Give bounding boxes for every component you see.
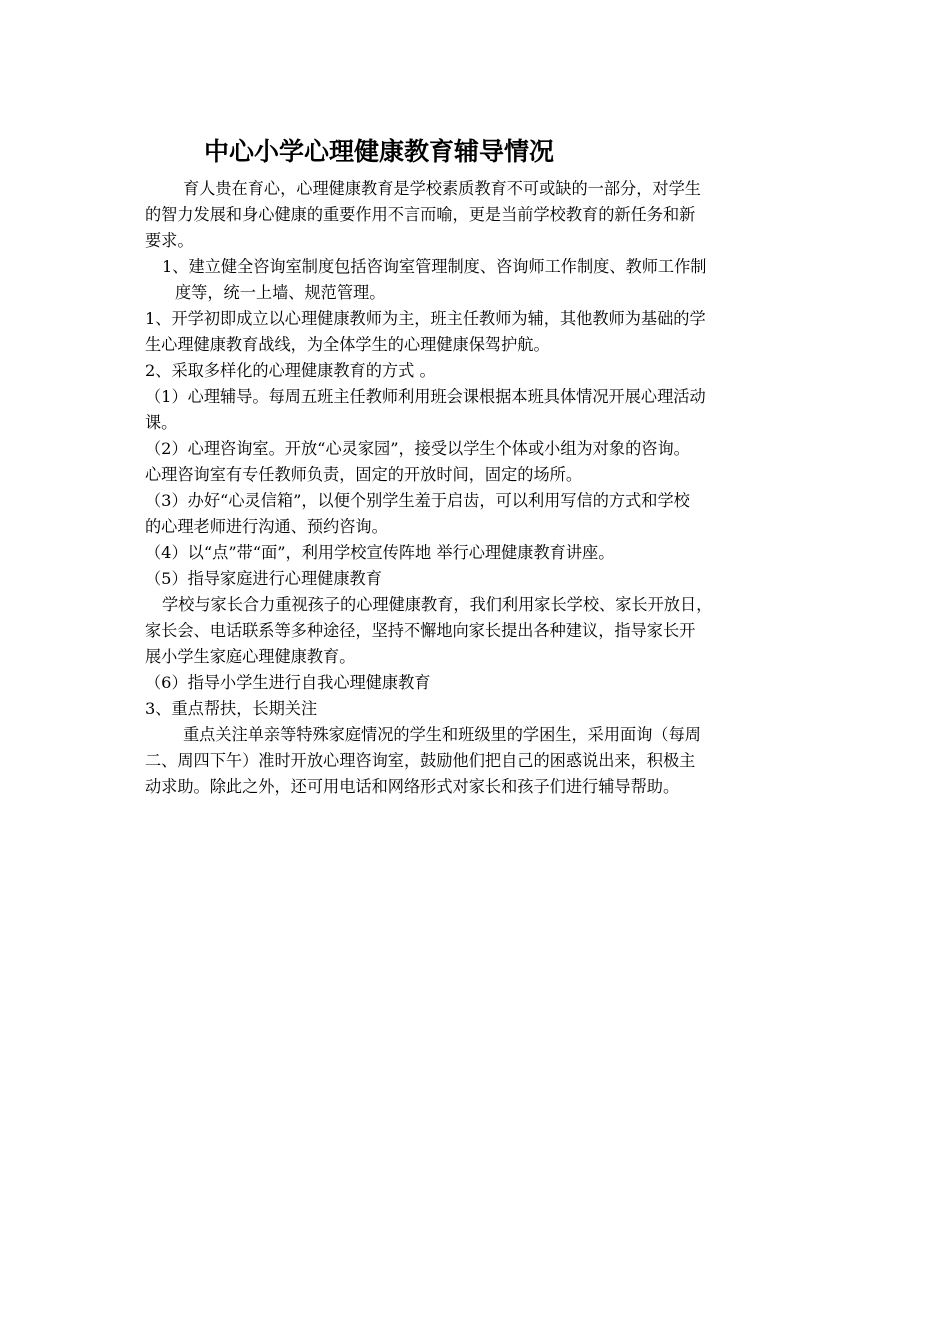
body-line: 1、建立健全咨询室制度包括咨询室管理制度、咨询师工作制度、教师工作制 <box>162 257 707 276</box>
body-line: 二、周四下午）准时开放心理咨询室，鼓励他们把自己的困惑说出来，积极主 <box>145 751 696 770</box>
document-body <box>145 176 815 800</box>
body-line: （1）心理辅导。每周五班主任教师利用班会课根据本班具体情况开展心理活动 <box>145 387 706 406</box>
body-line: 育人贵在育心，心理健康教育是学校素质教育不可或缺的一部分，对学生 <box>183 179 701 198</box>
body-line: 展小学生家庭心理健康教育。 <box>145 647 356 666</box>
body-line: （6）指导小学生进行自我心理健康教育 <box>145 673 431 692</box>
body-line: （4）以“点”带“面”，利用学校宣传阵地 举行心理健康教育讲座。 <box>145 543 615 562</box>
body-line: 学校与家长合力重视孩子的心理健康教育，我们利用家长学校、家长开放日， <box>162 595 713 614</box>
body-line: 动求助。除此之外，还可用电话和网络形式对家长和孩子们进行辅导帮助。 <box>145 777 680 796</box>
body-line: 的智力发展和身心健康的重要作用不言而喻，更是当前学校教育的新任务和新 <box>145 205 696 224</box>
body-line: 度等，统一上墙、规范管理。 <box>175 283 386 302</box>
body-line: 的心理老师进行沟通、预约咨询。 <box>145 517 388 536</box>
body-line: 要求。 <box>145 231 194 250</box>
body-line: 1、开学初即成立以心理健康教师为主，班主任教师为辅，其他教师为基础的学 <box>145 309 706 328</box>
body-line: 家长会、电话联系等多种途径，坚持不懈地向家长提出各种建议，指导家长开 <box>145 621 696 640</box>
body-line: 2、采取多样化的心理健康教育的方式 。 <box>145 361 436 380</box>
body-line: （5）指导家庭进行心理健康教育 <box>145 569 382 588</box>
body-line: 生心理健康教育战线，为全体学生的心理健康保驾护航。 <box>145 335 550 354</box>
document-title: 中心小学心理健康教育辅导情况 <box>204 137 555 166</box>
body-line: 心理咨询室有专任教师负责，固定的开放时间，固定的场所。 <box>145 465 583 484</box>
body-line: （2）心理咨询室。开放“心灵家园”，接受以学生个体或小组为对象的咨询。 <box>145 439 690 458</box>
body-line: 课。 <box>145 413 178 432</box>
body-line: 重点关注单亲等特殊家庭情况的学生和班级里的学困生，采用面询（每周 <box>183 725 701 744</box>
body-line: （3）办好“心灵信箱”，以便个别学生羞于启齿，可以利用写信的方式和学校 <box>145 491 690 510</box>
body-line: 3、重点帮扶，长期关注 <box>145 699 318 718</box>
